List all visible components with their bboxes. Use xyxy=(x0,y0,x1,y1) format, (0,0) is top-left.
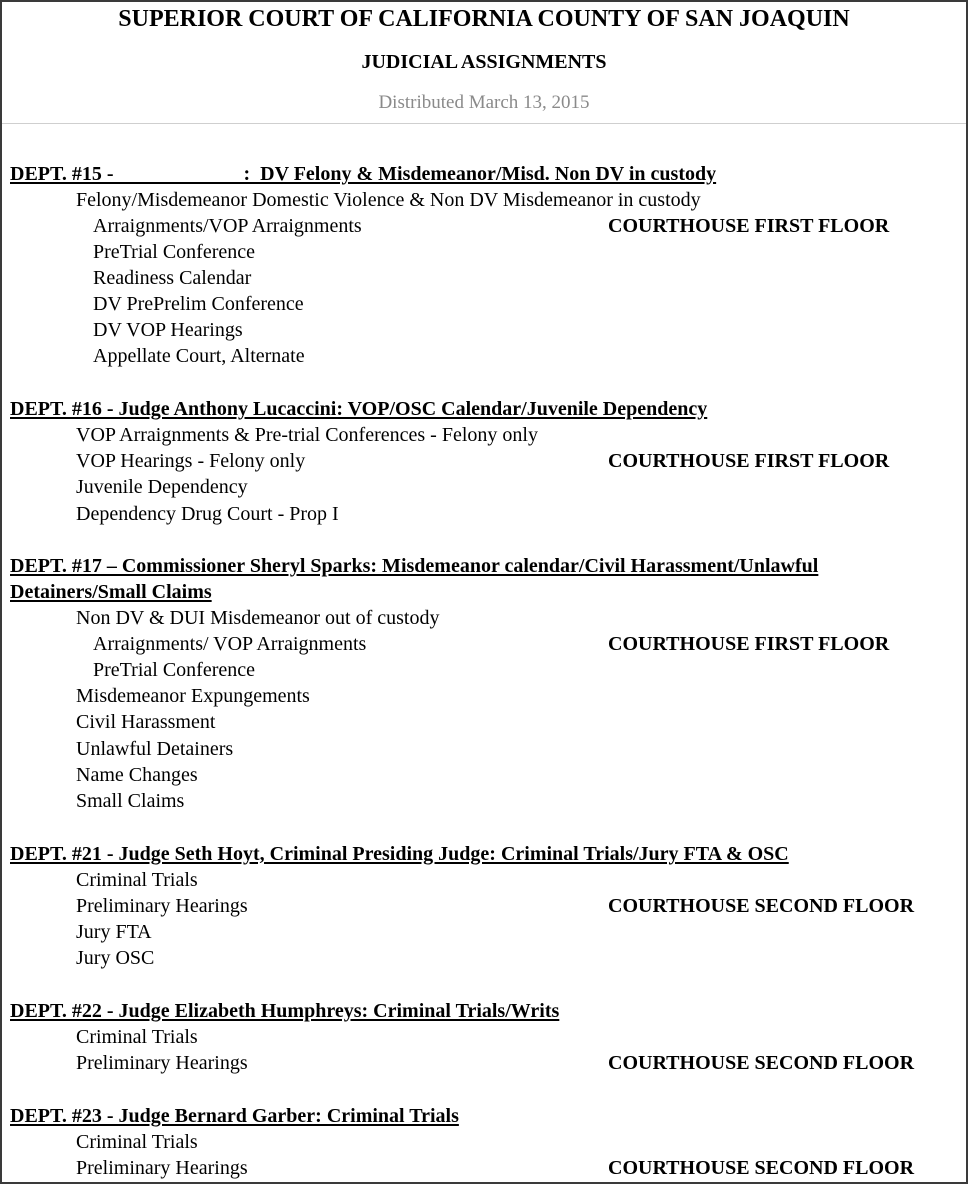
dept-17-heading: DEPT. #17 – Commissioner Sheryl Sparks: Misdemeanor calendar/Civil Harassment/Unlawful xyxy=(10,555,819,577)
dept-15-item: DV PrePrelim Conference xyxy=(93,293,304,315)
dept-15-item: Arraignments/VOP Arraignments xyxy=(93,215,362,237)
court-title: SUPERIOR COURT OF CALIFORNIA COUNTY OF SAN JOAQUIN xyxy=(118,6,850,32)
dept-23-heading: DEPT. #23 - Judge Bernard Garber: Criminal Trials xyxy=(10,1105,459,1127)
dept-21-heading: DEPT. #21 - Judge Seth Hoyt, Criminal Presiding Judge: Criminal Trials/Jury FTA & OSC xyxy=(10,843,789,865)
dept-22-item: Criminal Trials xyxy=(76,1026,198,1048)
dept-23-item: Criminal Trials xyxy=(76,1131,198,1153)
dept-17-item: Name Changes xyxy=(76,764,198,786)
dept-16-item: VOP Arraignments & Pre-trial Conferences - Felony only xyxy=(76,424,538,446)
dept-23-item: Preliminary Hearings xyxy=(76,1157,248,1179)
dept-17-item: Arraignments/ VOP Arraignments xyxy=(93,633,367,655)
dept-21-item: Criminal Trials xyxy=(76,869,198,891)
dept-21-item: Jury FTA xyxy=(76,921,152,943)
dept-16-item: Juvenile Dependency xyxy=(76,476,248,498)
document-subtitle: JUDICIAL ASSIGNMENTS xyxy=(361,51,607,73)
dept-21-location: COURTHOUSE SECOND FLOOR xyxy=(608,895,915,917)
dept-22-item: Preliminary Hearings xyxy=(76,1052,248,1074)
dept-15-item: Felony/Misdemeanor Domestic Violence & Non DV Misdemeanor in custody xyxy=(76,189,701,211)
dept-16-location: COURTHOUSE FIRST FLOOR xyxy=(608,450,890,472)
dept-15-item: PreTrial Conference xyxy=(93,241,255,263)
dept-16-item: VOP Hearings - Felony only xyxy=(76,450,306,472)
dept-17-item: Non DV & DUI Misdemeanor out of custody xyxy=(76,607,440,629)
dept-15-heading: DEPT. #15 - : DV Felony & Misdemeanor/Misd. Non DV in custody xyxy=(10,163,717,185)
dept-17-item: Small Claims xyxy=(76,790,185,812)
dept-17-item: Misdemeanor Expungements xyxy=(76,685,310,707)
dept-23-location: COURTHOUSE SECOND FLOOR xyxy=(608,1157,915,1179)
distribution-date: Distributed March 13, 2015 xyxy=(378,92,590,113)
dept-16-item: Dependency Drug Court - Prop I xyxy=(76,503,339,525)
dept-15-location: COURTHOUSE FIRST FLOOR xyxy=(608,215,890,237)
dept-17-item: Unlawful Detainers xyxy=(76,738,234,760)
dept-17-heading-cont: Detainers/Small Claims xyxy=(10,581,212,603)
dept-22-heading: DEPT. #22 - Judge Elizabeth Humphreys: Criminal Trials/Writs xyxy=(10,1000,560,1022)
dept-21-item: Jury OSC xyxy=(76,947,155,969)
dept-17-item: PreTrial Conference xyxy=(93,659,255,681)
header-divider xyxy=(2,123,966,124)
dept-22-location: COURTHOUSE SECOND FLOOR xyxy=(608,1052,915,1074)
dept-15-item: Appellate Court, Alternate xyxy=(93,345,305,367)
dept-16-heading: DEPT. #16 - Judge Anthony Lucaccini: VOP/OSC Calendar/Juvenile Dependency xyxy=(10,398,708,420)
dept-17-item: Civil Harassment xyxy=(76,711,216,733)
dept-21-item: Preliminary Hearings xyxy=(76,895,248,917)
dept-15-item: Readiness Calendar xyxy=(93,267,252,289)
dept-17-location: COURTHOUSE FIRST FLOOR xyxy=(608,633,890,655)
dept-15-item: DV VOP Hearings xyxy=(93,319,243,341)
